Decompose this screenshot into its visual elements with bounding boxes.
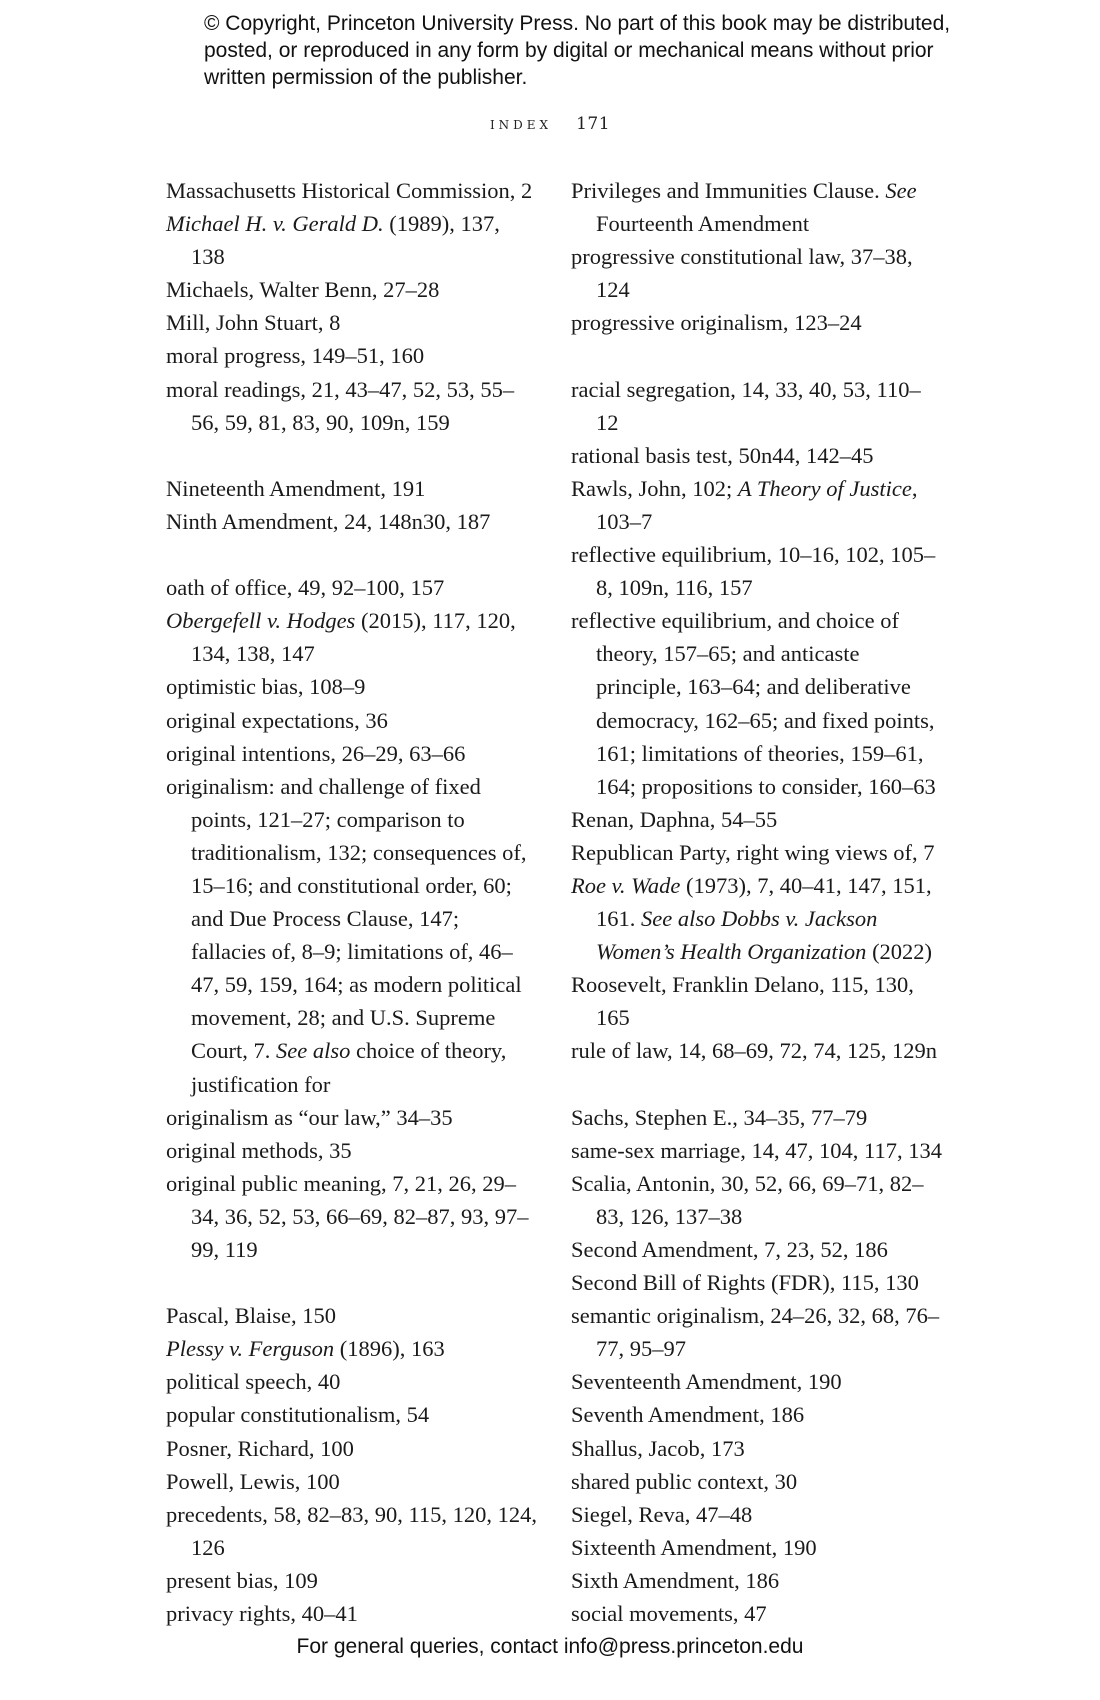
index-entry-text: Republican Party, right wing views of, 7 xyxy=(571,839,935,865)
index-entry-text: Roosevelt, Franklin Delano, 115, 130, 165 xyxy=(571,972,914,1031)
index-entry xyxy=(571,373,943,439)
index-entry xyxy=(166,737,538,770)
index-entry xyxy=(571,1134,943,1167)
index-entry-text: moral readings, 21, 43–47, 52, 53, 55–56, 59, 81, 83, 90, 109n, 159 xyxy=(166,376,515,435)
index-entry xyxy=(166,1332,538,1365)
index-entry xyxy=(166,670,538,703)
index-entry-text: reflective equilibrium, and choice of theory, 157–65; and anticaste principle, 163–64; and deliberative democracy, 162–65; and fixed points, 161; limitations of theories, 159–61, 164; propositions to consider, 160–63 xyxy=(571,608,936,799)
index-entry-italic-text: Plessy v. Ferguson xyxy=(166,1336,335,1362)
index-entry-text: Seventeenth Amendment, 190 xyxy=(571,1369,842,1395)
index-entry-text: originalism as “our law,” 34–35 xyxy=(166,1104,453,1130)
index-entry xyxy=(166,1465,538,1498)
letter-group-gap xyxy=(571,1068,943,1101)
index-entry-text: semantic originalism, 24–26, 32, 68, 76–77, 95–97 xyxy=(571,1303,940,1362)
index-entry-text: originalism: and challenge of fixed points, 121–27; comparison to traditionalism, 132; consequences of, 15–16; and constitutional order, 60; and Due Process Clause, 147; fallacies of, 8–9; limitations of, 46–47, 59, 159, 164; as modern political movement, 28; and U.S. Supreme Court, 7. xyxy=(166,773,527,1064)
index-entry xyxy=(571,439,943,472)
index-entry xyxy=(166,1498,538,1564)
index-entry xyxy=(571,1299,943,1365)
letter-group-gap xyxy=(571,339,943,372)
index-entry-text: rational basis test, 50n44, 142–45 xyxy=(571,442,874,468)
index-entry-text: Sixth Amendment, 186 xyxy=(571,1567,780,1593)
index-entry xyxy=(571,803,943,836)
index-entry xyxy=(166,207,538,273)
index-entry xyxy=(571,604,943,803)
index-entry-text: original public meaning, 7, 21, 26, 29–34, 36, 52, 53, 66–69, 82–87, 93, 97–99, 119 xyxy=(166,1170,529,1262)
page-number: 171 xyxy=(576,114,611,134)
index-entry xyxy=(571,1465,943,1498)
index-entry xyxy=(166,1398,538,1431)
index-entry-italic-text: Roe v. Wade xyxy=(571,872,681,898)
index-entry-text: progressive constitutional law, 37–38, 124 xyxy=(571,244,913,303)
index-entry-text: Renan, Daphna, 54–55 xyxy=(571,806,778,832)
index-entry-text: original expectations, 36 xyxy=(166,707,388,733)
index-entry xyxy=(166,174,538,207)
index-entry xyxy=(571,1398,943,1431)
index-entry-text: same-sex marriage, 14, 47, 104, 117, 134 xyxy=(571,1137,942,1163)
index-entry-text: original methods, 35 xyxy=(166,1137,352,1163)
index-entry-text: Michaels, Walter Benn, 27–28 xyxy=(166,277,440,303)
index-entry xyxy=(571,869,943,968)
index-entry-text: privacy rights, 40–41 xyxy=(166,1601,358,1627)
index-entry xyxy=(166,1432,538,1465)
index-entry xyxy=(166,571,538,604)
index-entry xyxy=(571,174,943,240)
index-entry xyxy=(166,505,538,538)
index-entry-italic-text: A Theory of Justice xyxy=(737,475,912,501)
index-entry-text: Seventh Amendment, 186 xyxy=(571,1402,805,1428)
index-entry-text: Pascal, Blaise, 150 xyxy=(166,1303,336,1329)
index-entry-text: Second Bill of Rights (FDR), 115, 130 xyxy=(571,1270,919,1296)
index-entry-text: Scalia, Antonin, 30, 52, 66, 69–71, 82–83, 126, 137–38 xyxy=(571,1170,924,1229)
index-entry-text: Rawls, John, 102; xyxy=(571,475,738,501)
index-entry-text: , 103–7 xyxy=(596,475,918,534)
index-entry xyxy=(571,836,943,869)
index-entry-text: Mill, John Stuart, 8 xyxy=(166,310,341,336)
index-entry-text: Second Amendment, 7, 23, 52, 186 xyxy=(571,1237,888,1262)
index-entry-text: Sachs, Stephen E., 34–35, 77–79 xyxy=(571,1104,868,1130)
index-entry xyxy=(166,273,538,306)
index-entry-text: oath of office, 49, 92–100, 157 xyxy=(166,575,445,601)
index-entry-italic-text: See also xyxy=(276,1038,351,1064)
index-column-right xyxy=(571,174,943,1630)
index-entry-italic-text: Michael H. v. Gerald D. xyxy=(166,211,384,237)
letter-group-gap xyxy=(166,439,538,472)
index-entry-text: reflective equilibrium, 10–16, 102, 105–8, 109n, 116, 157 xyxy=(571,542,936,601)
running-header xyxy=(0,114,1100,134)
index-entry-text: racial segregation, 14, 33, 40, 53, 110–12 xyxy=(571,376,921,435)
index-entry xyxy=(166,704,538,737)
index-entry xyxy=(166,1101,538,1134)
index-entry-text: Fourteenth Amendment xyxy=(596,211,810,237)
index-entry-text: Nineteenth Amendment, 191 xyxy=(166,475,426,501)
index-entry-text: choice of theory, justification for xyxy=(191,1038,507,1097)
index-entry xyxy=(571,1531,943,1564)
index-entry xyxy=(571,1233,943,1266)
index-entry xyxy=(166,1564,538,1597)
index-entry xyxy=(166,339,538,372)
index-entry-text: (1896), 163 xyxy=(334,1336,445,1362)
index-entry-text: shared public context, 30 xyxy=(571,1468,798,1494)
index-entry-text: (1973), 7, 40–41, 147, 151, 161. xyxy=(596,872,932,932)
index-entry xyxy=(166,1597,538,1630)
index-entry-text: rule of law, 14, 68–69, 72, 74, 125, 129n xyxy=(571,1038,937,1064)
index-entry xyxy=(166,1365,538,1398)
index-entry xyxy=(166,604,538,670)
index-entry xyxy=(571,1564,943,1597)
index-entry xyxy=(166,770,538,1101)
index-entry xyxy=(166,1299,538,1332)
index-entry-text: Sixteenth Amendment, 190 xyxy=(571,1534,817,1560)
index-entry-text: moral progress, 149–51, 160 xyxy=(166,343,425,369)
index-entry-text: Posner, Richard, 100 xyxy=(166,1435,354,1461)
index-entry xyxy=(571,306,943,339)
index-entry xyxy=(166,1167,538,1266)
index-entry xyxy=(166,472,538,505)
index-entry-italic-text: See also Dobbs v. Jackson Women’s Health Organization xyxy=(596,906,878,965)
index-entry-text: progressive originalism, 123–24 xyxy=(571,310,862,336)
index-entry-italic-text: Obergefell v. Hodges xyxy=(166,608,356,634)
index-entry-text: (2015), 117, 120, 134, 138, 147 xyxy=(191,608,516,667)
index-entry xyxy=(571,1266,943,1299)
index-entry xyxy=(571,1167,943,1233)
index-entry-text: Shallus, Jacob, 173 xyxy=(571,1435,745,1461)
contact-footer: For general queries, contact info@press.princeton.edu xyxy=(296,1635,804,1658)
index-entry-text: political speech, 40 xyxy=(166,1369,341,1395)
index-entry-text: Powell, Lewis, 100 xyxy=(166,1468,340,1494)
index-entry xyxy=(571,240,943,306)
index-entry xyxy=(571,472,943,538)
letter-group-gap xyxy=(166,1266,538,1299)
index-entry xyxy=(571,1101,943,1134)
index-entry xyxy=(571,1365,943,1398)
index-entry-text: social movements, 47 xyxy=(571,1601,767,1627)
index-entry xyxy=(571,1597,943,1630)
letter-group-gap xyxy=(166,538,538,571)
index-entry xyxy=(166,1134,538,1167)
index-entry xyxy=(166,373,538,439)
index-entry-text: Privileges and Immunities Clause. xyxy=(571,178,886,203)
index-entry-text: (2022) xyxy=(866,939,933,965)
index-entry-text: Ninth Amendment, 24, 148n30, 187 xyxy=(166,508,491,534)
index-entry-italic-text: See xyxy=(885,178,917,203)
index-entry-text: precedents, 58, 82–83, 90, 115, 120, 124, 126 xyxy=(166,1501,537,1560)
copyright-notice: © Copyright, Princeton University Press. No part of this book may be distributed, posted, or reproduced in any form by digital or mechanical means without prior written permission of the publisher. xyxy=(204,12,951,89)
index-entry xyxy=(571,1034,943,1067)
running-header-title: index xyxy=(489,114,553,134)
index-entry-text: (1989), 137, 138 xyxy=(191,211,500,270)
index-entry-text: original intentions, 26–29, 63–66 xyxy=(166,740,466,766)
index-column-left xyxy=(166,174,538,1630)
index-entry xyxy=(571,968,943,1034)
index-entry xyxy=(166,306,538,339)
index-entry-text: present bias, 109 xyxy=(166,1567,318,1593)
index-entry-text: optimistic bias, 108–9 xyxy=(166,674,366,700)
index-entry-text: popular constitutionalism, 54 xyxy=(166,1402,430,1428)
index-entry-text: Siegel, Reva, 47–48 xyxy=(571,1501,753,1527)
index-entry xyxy=(571,1432,943,1465)
index-entry-text: Massachusetts Historical Commission, 2 xyxy=(166,178,533,203)
index-entry xyxy=(571,1498,943,1531)
index-entry xyxy=(571,538,943,604)
